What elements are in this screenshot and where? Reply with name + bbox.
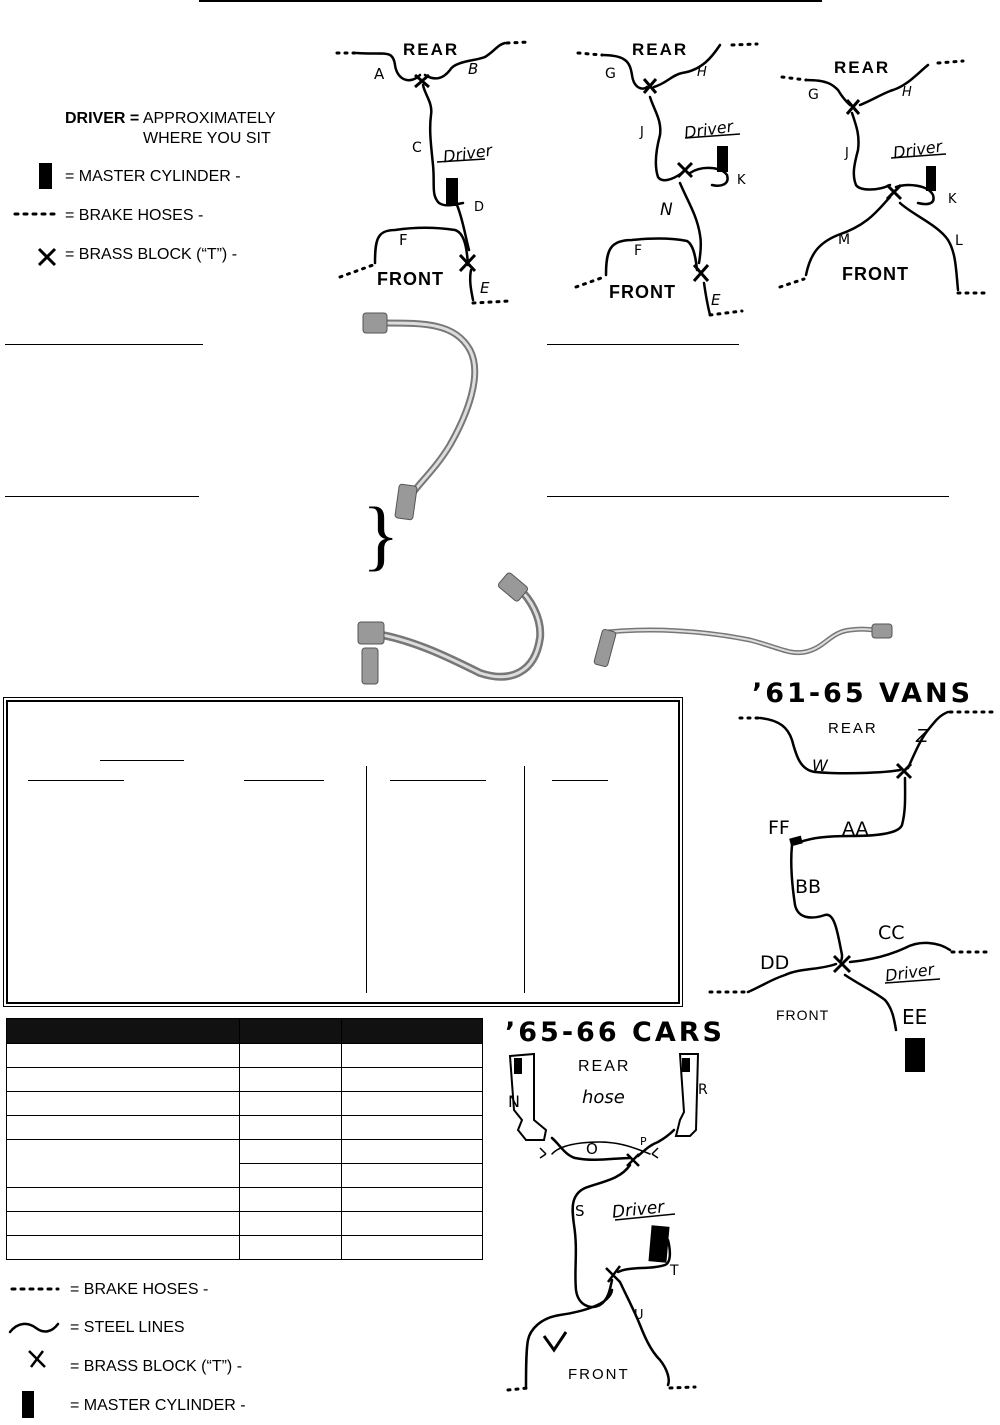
diagram-2-rear: REAR: [632, 40, 689, 59]
cars-title: ’65-66 CARS: [505, 1017, 725, 1048]
legend-driver-desc-2: WHERE YOU SIT: [143, 130, 271, 147]
vans-front: FRONT: [776, 1007, 830, 1023]
diagram-2-label-e: E: [711, 291, 721, 309]
cars-label-p: P: [640, 1135, 647, 1148]
cars-label-n: N: [508, 1092, 520, 1111]
diagram-3-driver: Driver: [891, 136, 944, 163]
cars-rear: REAR: [578, 1058, 631, 1075]
diagram-3-front: FRONT: [842, 264, 909, 284]
brace-symbol: }: [362, 491, 400, 578]
diagram-3-label-m: M: [838, 232, 851, 248]
vans-label-bb: BB: [795, 876, 822, 898]
part-list-box: [6, 700, 680, 1004]
table-row: [7, 1188, 483, 1212]
legend-brass-block: = BRASS BLOCK (“T”) -: [65, 246, 238, 263]
steel-line-photo-2: [350, 578, 550, 688]
legend-master-cylinder-2: = MASTER CYLINDER -: [70, 1397, 246, 1414]
diagram-1-label-d: D: [474, 200, 485, 215]
diagram-2-label-n: N: [660, 200, 673, 220]
steel-line-icon: [8, 1320, 63, 1336]
diagram-1-label-a: A: [374, 65, 385, 83]
diagram-1-rear: REAR: [403, 40, 460, 59]
top-rule: [199, 0, 822, 2]
cars-hose: hose: [582, 1087, 625, 1108]
diagram-1-front: FRONT: [377, 269, 444, 289]
blank-rule-2: [547, 344, 739, 345]
vans-diagram: [700, 700, 1000, 1070]
diagram-3-label-h: H: [902, 85, 912, 100]
brake-hose-icon: [13, 209, 63, 219]
vans-title: ’61-65 VANS: [752, 678, 974, 709]
table-row: [7, 1236, 483, 1260]
master-cylinder-icon: [39, 163, 52, 189]
diagram-1-label-e: E: [480, 279, 490, 297]
cars-label-u: U: [634, 1308, 644, 1323]
vans-label-aa: AA: [842, 818, 869, 840]
cars-driver: Driver: [611, 1197, 666, 1223]
vans-label-ff: FF: [768, 817, 790, 839]
diagram-2-label-g: G: [605, 66, 616, 82]
cars-label-s: S: [575, 1202, 585, 1220]
table-row: [7, 1140, 483, 1164]
legend-driver: [65, 110, 276, 128]
diagram-2-label-f: F: [634, 243, 643, 259]
table-row: [7, 1212, 483, 1236]
blank-rule-4: [547, 496, 949, 497]
brake-hose-icon-2: [10, 1284, 65, 1294]
cars-front: FRONT: [568, 1366, 630, 1383]
diagram-3-label-j: J: [845, 146, 849, 161]
diagram-1-label-b: B: [468, 60, 479, 78]
legend-driver-desc-1: APPROXIMATELY: [142, 110, 276, 127]
column-rule-3: [390, 780, 486, 781]
box-heading-rule: [100, 760, 184, 761]
diagram-2-label-j: J: [640, 125, 644, 140]
diagram-2-driver: Driver: [682, 116, 735, 143]
legend-driver-label: DRIVER =: [65, 110, 140, 127]
cars-label-o: O: [586, 1140, 598, 1158]
diagram-3-rear: REAR: [834, 58, 891, 77]
table-row: [7, 1092, 483, 1116]
table-row: [7, 1116, 483, 1140]
steel-line-photo-1: [355, 305, 495, 515]
diagram-1-label-f: F: [399, 231, 408, 249]
diagram-2-label-h: H: [697, 65, 707, 80]
table-row: [7, 1068, 483, 1092]
diagram-1-driver: Driver: [441, 140, 494, 167]
diagram-1-label-c: C: [412, 140, 422, 156]
brake-diagram-1: [335, 35, 535, 305]
brass-block-icon-2: [26, 1348, 48, 1370]
column-rule-4: [552, 780, 608, 781]
vans-label-w: W: [812, 756, 828, 775]
vans-driver: Driver: [883, 959, 936, 986]
master-cylinder-icon-2: [22, 1391, 34, 1418]
column-divider-2: [524, 766, 525, 993]
specs-table: [6, 1018, 483, 1260]
legend-brake-hoses: = BRAKE HOSES -: [65, 207, 204, 224]
blank-rule-1: [5, 344, 203, 345]
diagram-3-label-k: K: [948, 192, 957, 207]
vans-label-ee: EE: [902, 1005, 928, 1029]
diagram-2-label-k: K: [737, 173, 746, 188]
column-rule-1: [28, 780, 124, 781]
brass-block-icon: [36, 246, 58, 268]
column-rule-2: [244, 780, 324, 781]
diagram-3-label-l: L: [955, 233, 963, 249]
legend-master-cylinder: = MASTER CYLINDER -: [65, 168, 241, 185]
vans-label-cc: CC: [878, 922, 905, 944]
cars-label-t: T: [670, 1263, 679, 1279]
diagram-3-label-g: G: [808, 87, 819, 103]
vans-label-z: Z: [916, 726, 929, 747]
cars-label-r: R: [698, 1082, 708, 1098]
diagram-2-front: FRONT: [609, 282, 676, 302]
vans-label-dd: DD: [760, 952, 790, 974]
legend-brass-block-2: = BRASS BLOCK (“T”) -: [70, 1358, 243, 1375]
column-divider-1: [366, 766, 367, 993]
legend-brake-hoses-2: = BRAKE HOSES -: [70, 1281, 209, 1298]
steel-line-photo-3: [590, 610, 900, 680]
vans-rear: REAR: [828, 720, 878, 737]
specs-table-header: [7, 1019, 483, 1044]
blank-rule-3: [5, 496, 199, 497]
table-row: [7, 1044, 483, 1068]
legend-steel-lines: = STEEL LINES: [70, 1319, 185, 1336]
